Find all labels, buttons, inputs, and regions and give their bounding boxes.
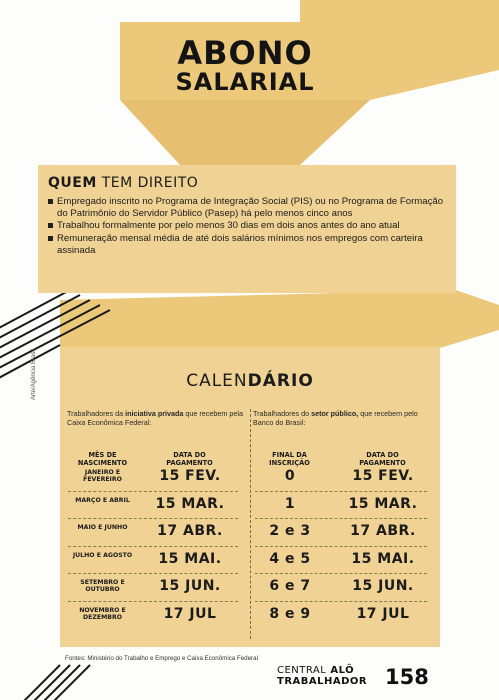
header-payment-date-private: DATA DO PAGAMENTO [166, 451, 213, 467]
logo-trabalhador: TRABALHADOR [277, 676, 368, 687]
requirement-item: Empregado inscrito no Programa de Integração Social (PIS) ou no Programa de Formação do Patrimônio do Servidor Público (Pasep) há pelo menos cinco anos [48, 196, 446, 219]
requirement-item: Remuneração mensal média de até dois salários mínimos nos empregos com carteira assinada [48, 233, 446, 256]
row-separator [68, 491, 238, 492]
private-desc-post: que recebem pela Caixa Econômica Federal: [67, 409, 243, 427]
logo-central: CENTRAL [277, 665, 327, 676]
payment-date-private-cell: 15 FEV. [159, 468, 221, 484]
logo-line-1 [277, 665, 367, 676]
birth-month-cell: SETEMBRO E OUTUBRO [80, 579, 125, 594]
payment-date-private-cell: 15 MAI. [158, 550, 222, 567]
logo-alo: ALÔ [330, 665, 355, 676]
bottom-stripes [20, 665, 90, 700]
logo-number: 158 [385, 665, 429, 689]
row-separator [68, 573, 238, 574]
central-alo-logo [277, 665, 429, 689]
public-desc-pre: Trabalhadores do [253, 409, 312, 418]
public-desc-bold: setor público, [311, 409, 359, 418]
calendar-panel [60, 347, 440, 647]
calendar-title [60, 371, 440, 391]
birth-month-cell: JANEIRO E FEVEREIRO [83, 469, 122, 484]
eligibility-title-normal: TEM DIREITO [101, 175, 199, 191]
row-separator [68, 601, 238, 602]
header-registration-final: FINAL DA INSCRIÇÃO [269, 451, 310, 467]
registration-final-cell: 2 e 3 [269, 523, 311, 539]
birth-month-cell: MARÇO E ABRIL [75, 496, 130, 504]
middle-ribbon [60, 290, 499, 348]
payment-date-public-cell: 15 JUN. [352, 578, 414, 594]
public-desc-post: que recebem pelo Banco do Brasil: [253, 409, 418, 427]
birth-month-cell: JULHO E AGOSTO [72, 551, 133, 559]
row-separator [68, 518, 238, 519]
public-sector-description [253, 409, 433, 427]
calendar-title-normal: CALEN [186, 371, 248, 391]
calendar-title-bold: DÁRIO [247, 371, 314, 391]
title-line-2: SALARIAL [175, 68, 315, 96]
payment-date-private-cell: 15 JUN. [159, 578, 221, 594]
registration-final-cell: 0 [284, 468, 296, 484]
birth-month-cell: NOVEMBRO E DEZEMBRO [79, 606, 126, 621]
payment-date-private-cell: 17 ABR. [157, 523, 223, 539]
private-desc-bold: iniciativa privada [125, 409, 184, 418]
title-line-1: ABONO [177, 34, 313, 72]
private-sector-description [67, 409, 247, 427]
registration-final-cell: 1 [284, 495, 296, 512]
eligibility-panel [38, 165, 456, 293]
title-banner [120, 22, 370, 100]
row-separator [255, 601, 427, 602]
payment-date-public-cell: 15 FEV. [352, 468, 414, 484]
payment-date-private-cell: 17 JUL [163, 605, 217, 622]
payment-date-public-cell: 15 MAR. [348, 495, 418, 512]
birth-month-cell: MAIO E JUNHO [77, 524, 128, 531]
eligibility-title-bold: QUEM [48, 175, 97, 191]
eligibility-title [48, 175, 446, 191]
registration-final-cell: 4 e 5 [269, 550, 311, 567]
header-payment-date-public: DATA DO PAGAMENTO [359, 451, 406, 467]
ribbon-fold [120, 100, 370, 165]
requirement-item: Trabalhou formalmente por pelo menos 30 dias em dois anos antes do ano atual [48, 220, 446, 232]
row-separator [255, 491, 427, 492]
payment-date-public-cell: 17 JUL [356, 605, 410, 622]
payment-date-private-cell: 15 MAR. [155, 495, 225, 512]
row-separator [255, 518, 427, 519]
registration-final-cell: 8 e 9 [269, 605, 311, 622]
private-desc-pre: Trabalhadores da [67, 409, 126, 418]
registration-final-cell: 6 e 7 [269, 578, 311, 594]
header-birth-month: MÊS DE NASCIMENTO [77, 451, 128, 467]
row-separator [255, 573, 427, 574]
image-credit: Arte/Agência Brasil [31, 348, 37, 400]
sources-note: Fontes: Ministério do Trabalho e Emprego e Caixa Econômica Federal [65, 655, 258, 662]
row-separator [68, 546, 238, 547]
payment-date-public-cell: 17 ABR. [350, 523, 416, 539]
row-separator [255, 546, 427, 547]
payment-date-public-cell: 15 MAI. [351, 550, 415, 567]
